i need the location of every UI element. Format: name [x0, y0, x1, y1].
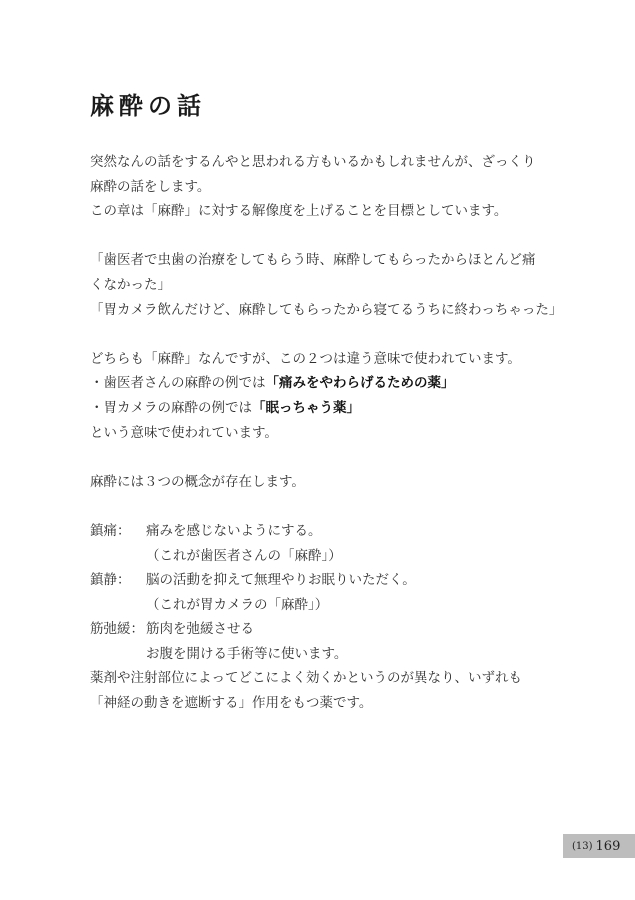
- quote-line: 「胃カメラ飲んだけど、麻酔してもらったから寝てるうちに終わっちゃった」: [90, 301, 563, 318]
- spacer: [90, 322, 560, 347]
- spacer: [90, 224, 560, 249]
- term-note-row: [90, 544, 560, 569]
- term-note-row: [90, 593, 560, 618]
- closing-line: 「神経の動きを遮断する」作用をもつ薬です。: [90, 695, 373, 712]
- paragraph-line: という意味で使われています。: [90, 424, 278, 441]
- bullet-prefix: ・胃カメラの麻酔の例では: [90, 399, 252, 416]
- term-note: （これが胃カメラの「麻酔」）: [146, 596, 329, 613]
- page-title: 麻酔の話: [90, 92, 206, 120]
- bullet-prefix: ・歯医者さんの麻酔の例では: [90, 375, 266, 392]
- paragraph-line: 麻酔の話をします。: [90, 178, 211, 195]
- quote-line: 「歯医者で虫歯の治療をしてもらう時、麻酔してもらったからほとんど痛: [90, 252, 536, 269]
- paragraph-line: 突然なんの話をするんやと思われる方もいるかもしれませんが、ざっくり: [90, 154, 536, 170]
- term-label: 鎮静：: [90, 572, 131, 589]
- term-row-sedation: [90, 568, 560, 593]
- term-desc: 痛みを感じないようにする。: [146, 522, 322, 539]
- term-desc: 筋肉を弛緩させる: [146, 621, 254, 638]
- body-text: [90, 150, 563, 716]
- quote-line: くなかった」: [90, 276, 171, 293]
- emphasis-text: 「眠っちゃう薬」: [252, 399, 360, 416]
- term-note: （これが歯医者さんの「麻酔」）: [146, 547, 342, 564]
- paragraph-line: この章は「麻酔」に対する解像度を上げることを目標としています。: [90, 203, 508, 220]
- paragraph-line: 麻酔には３つの概念が存在します。: [90, 473, 305, 490]
- term-label: 鎮痛：: [90, 522, 131, 539]
- term-row-analgesia: [90, 519, 560, 544]
- page-number-tab: [563, 834, 635, 858]
- term-row-muscle-relaxation: [90, 617, 560, 642]
- emphasis-text: 「痛みをやわらげるための薬」: [265, 375, 455, 392]
- term-note: お腹を開ける手術等に使います。: [146, 645, 348, 662]
- page-number: 169: [595, 838, 621, 854]
- chapter-number: (13): [572, 840, 593, 852]
- bullet-gastro: [90, 396, 560, 421]
- spacer: [90, 494, 560, 519]
- term-note-row: [90, 642, 560, 667]
- spacer: [90, 445, 560, 470]
- bullet-dentist: [90, 371, 560, 396]
- paragraph-line: どちらも「麻酔」なんですが、この２つは違う意味で使われています。: [90, 350, 521, 367]
- closing-line: 薬剤や注射部位によってどこによく効くかというのが異なり、いずれも: [90, 670, 522, 687]
- term-label: 筋弛緩：: [90, 621, 144, 638]
- term-desc: 脳の活動を抑えて無理やりお眠りいただく。: [146, 572, 416, 589]
